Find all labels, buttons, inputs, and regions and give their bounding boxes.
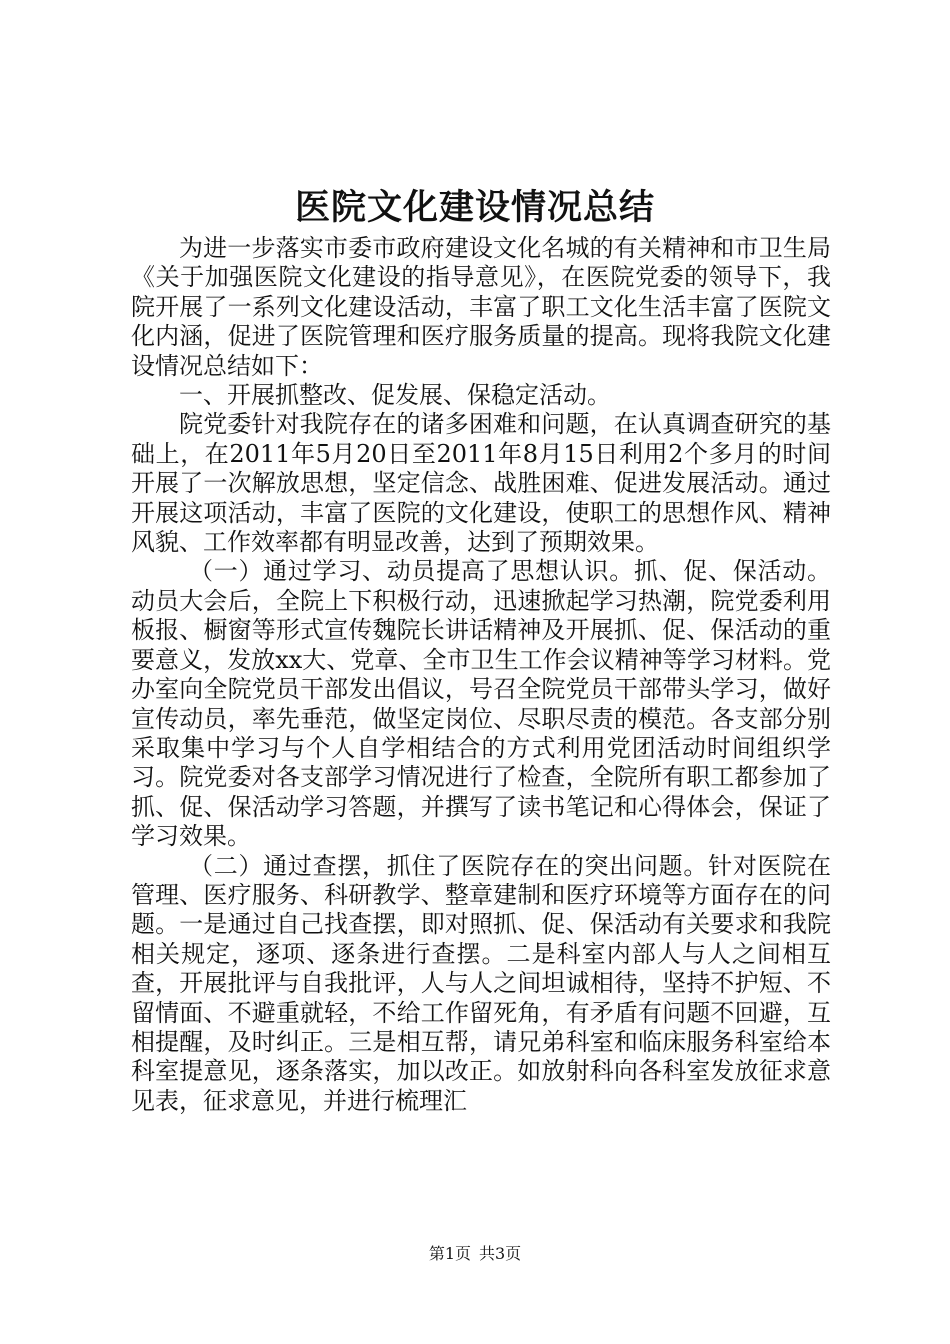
paragraph-subsection-1: （一）通过学习、动员提高了思想认识。抓、促、保活动。动员大会后，全院上下积极行动，迅速掀起学习热潮，院党委利用板报、橱窗等形式宣传魏院长讲话精神及开展抓、促、保活动的重要意义，发放xx大、党章、全市卫生工作会议精神等学习材料。党办室向全院党员干部发出倡议，号召全院党员干部带头学习，做好宣传动员，率先垂范，做坚定岗位、尽职尽责的模范。各支部分别采取集中学习与个人自学相结合的方式利用党团活动时间组织学习。院党委对各支部学习情况进行了检查，全院所有职工都参加了抓、促、保活动学习答题，并撰写了读书笔记和心得体会，保证了学习效果。 [131,557,831,851]
document-body [131,234,831,1116]
page-footer [0,1243,950,1265]
document-title: 医院文化建设情况总结 [294,187,655,228]
section-heading-1: 一、开展抓整改、促发展、保稳定活动。 [179,381,611,410]
page-total: 共3页 [479,1244,522,1263]
paragraph-section-1: 院党委针对我院存在的诸多困难和问题，在认真调查研究的基础上，在2011年5月20日至2011年8月15日利用2个多月的时间开展了一次解放思想，坚定信念、战胜困难、促进发展活动。通过开展这项活动，丰富了医院的文化建设，使职工的思想作风、精神风貌、工作效率都有明显改善，达到了预期效果。 [131,410,831,557]
paragraph-subsection-2: （二）通过查摆，抓住了医院存在的突出问题。针对医院在管理、医疗服务、科研教学、整章建制和医疗环境等方面存在的问题。一是通过自己找查摆，即对照抓、促、保活动有关要求和我院相关规定，逐项、逐条进行查摆。二是科室内部人与人之间相互查，开展批评与自我批评，人与人之间坦诚相待，坚持不护短、不留情面、不避重就轻，不给工作留死角，有矛盾有问题不回避，互相提醒，及时纠正。三是相互帮，请兄弟科室和临床服务科室给本科室提意见，逐条落实，加以改正。如放射科向各科室发放征求意见表，征求意见，并进行梳理汇 [131,851,831,1115]
page-number: 第1页 [428,1244,471,1263]
paragraph-intro: 为进一步落实市委市政府建设文化名城的有关精神和市卫生局《关于加强医院文化建设的指导意见》，在医院党委的领导下，我院开展了一系列文化建设活动，丰富了职工文化生活丰富了医院文化内涵，促进了医院管理和医疗服务质量的提高。现将我院文化建设情况总结如下： [131,234,831,380]
